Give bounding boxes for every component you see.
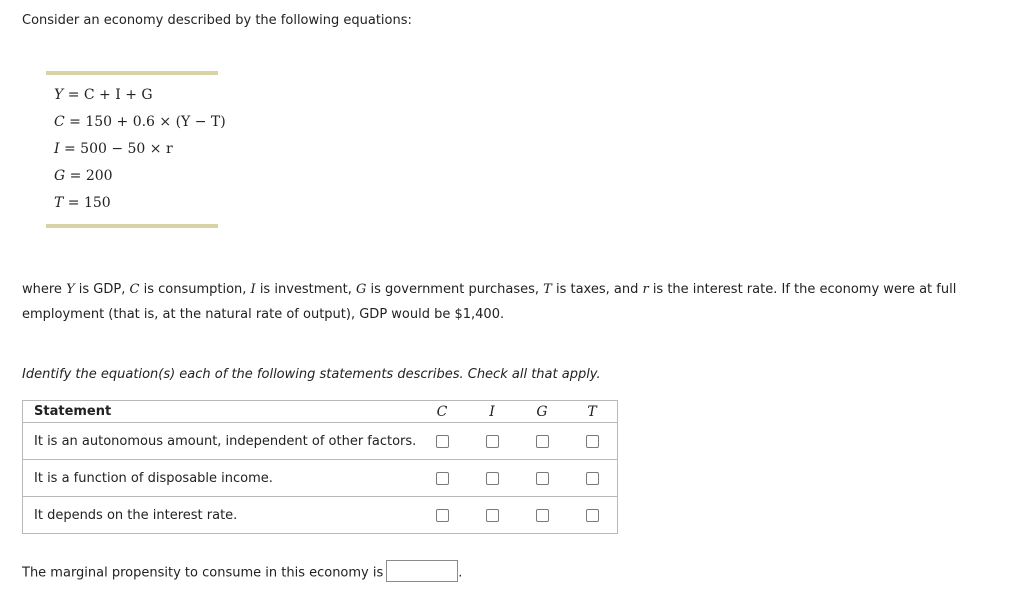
desc-part: is taxes, and [551,282,643,297]
desc-part: is investment, [255,282,357,297]
equation-box [46,71,226,229]
equation-lhs: G [54,168,66,184]
equation-box-top-rule [46,71,218,75]
equation-lhs: T [54,195,64,211]
checkbox-t[interactable] [586,472,599,485]
column-header-g: G [517,401,567,423]
checkbox-c[interactable] [436,435,449,448]
equation-rhs: = 200 [65,168,113,184]
table-row [23,460,618,497]
checkbox-t[interactable] [586,435,599,448]
equation-lhs: Y [54,87,64,103]
statement-table [22,400,618,534]
desc-part: is GDP, [74,282,130,297]
equation-rhs: = C + I + G [63,87,153,103]
checkbox-g[interactable] [536,435,549,448]
equation-rhs: = 150 + 0.6 × (Y − T) [64,114,226,130]
checkbox-i[interactable] [486,435,499,448]
desc-part: is the interest rate. If the economy were at full employment (that is, at the natural rate of output), GDP would be $1,400. [22,282,957,322]
var-g: G [356,282,367,297]
table-row [23,497,618,534]
instruction-text: Identify the equation(s) each of the following statements describes. Check all that apply. [22,367,601,382]
equation-rhs: = 500 − 50 × r [59,141,173,157]
checkbox-i[interactable] [486,472,499,485]
checkbox-c[interactable] [436,472,449,485]
checkbox-t[interactable] [586,509,599,522]
checkbox-g[interactable] [536,472,549,485]
checkbox-c[interactable] [436,509,449,522]
equation-rhs: = 150 [63,195,111,211]
var-t: T [543,282,552,297]
var-i: I [250,282,256,297]
statement-text: It is an autonomous amount, independent of other factors. [23,423,418,460]
table-row [23,423,618,460]
statement-header: Statement [23,401,418,423]
checkbox-i[interactable] [486,509,499,522]
statement-text: It is a function of disposable income. [23,460,418,497]
column-header-i: I [467,401,517,423]
equation-lhs: I [54,141,60,157]
equation-box-bottom-rule [46,224,218,228]
equation-y [54,87,153,103]
checkbox-g[interactable] [536,509,549,522]
desc-part: where [22,282,67,297]
mpc-label: The marginal propensity to consume in this economy is [22,565,384,581]
equation-t [54,195,111,211]
equation-i [54,141,173,157]
column-header-t: T [567,401,618,423]
var-y: Y [66,282,75,297]
equation-g [54,168,113,184]
table-header-row [23,401,618,423]
column-header-c: C [417,401,467,423]
desc-part: is consumption, [139,282,251,297]
var-c: C [129,282,140,297]
equation-lhs: C [54,114,65,130]
mpc-suffix: . [458,565,463,581]
equation-c [54,114,226,130]
mpc-question [22,562,462,584]
var-r: r [642,282,649,297]
statement-text: It depends on the interest rate. [23,497,418,534]
intro-text: Consider an economy described by the following equations: [22,13,412,28]
mpc-input[interactable] [386,560,458,582]
description-text [22,277,982,327]
desc-part: is government purchases, [366,282,544,297]
